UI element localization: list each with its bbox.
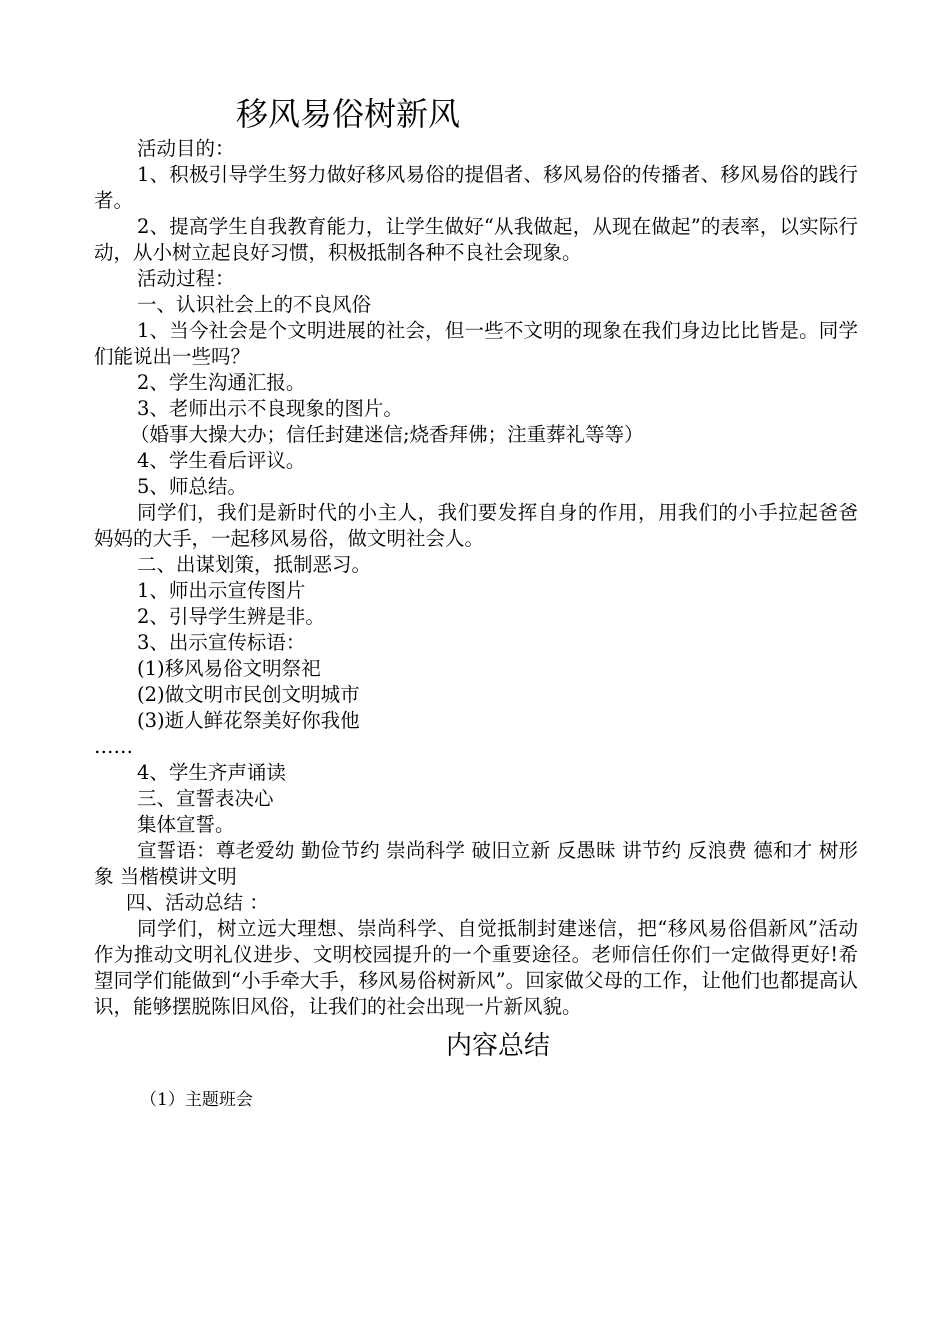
slogan-1: (1)移风易俗文明祭祀 [137,657,321,680]
part1-item-3: 3、老师出示不良现象的图片。 [137,397,403,420]
part2-item-1: 1、师出示宣传图片 [137,579,306,602]
part1-item-1: 1、当今社会是个文明进展的社会，但一些不文明的现象在我们身边比比皆是。同学们能说出一些吗？ [94,319,858,368]
closing-text: 同学们，树立远大理想、崇尚科学、自觉抵制封建迷信，把“移风易俗倡新风”活动作为推动文明礼仪进步、文明校园提升的一个重要途径。老师信任你们一定做得更好!希望同学们能做到“小手牵大手，移风易俗树新风”。回家做父母的工作，让他们也都提高认识，能够摆脱陈旧风俗，让我们的社会出现一片新风貌。 [94,917,858,1018]
document-page [94,92,858,1112]
purpose-item-1: 1、积极引导学生努力做好移风易俗的提倡者、移风易俗的传播者、移风易俗的践行者。 [94,163,858,212]
part2-item-4: 4、学生齐声诵读 [137,761,286,784]
part1-item-2: 2、学生沟通汇报。 [137,371,306,394]
part2-item-3: 3、出示宣传标语： [137,631,306,654]
part3-item-1: 集体宣誓。 [137,813,235,836]
part-heading-1: 一、认识社会上的不良风俗 [137,293,372,316]
purpose-item-2: 2、提高学生自我教育能力，让学生做好“从我做起，从现在做起”的表率，以实际行动，从小树立起良好习惯，积极抵制各种不良社会现象。 [94,215,858,264]
part2-item-2: 2、引导学生辨是非。 [137,605,325,628]
summary-title: 内容总结 [446,1031,551,1061]
part1-item-5: 5、师总结。 [137,475,247,498]
slogan-3: (3)逝人鲜花祭美好你我他 [137,709,360,732]
part-heading-2: 二、出谋划策，抵制恶习。 [137,553,372,576]
part-heading-4: 四、活动总结 ： [126,891,269,914]
part1-summary-text: 同学们，我们是新时代的小主人，我们要发挥自身的作用，用我们的小手拉起爸爸妈妈的大手，一起移风易俗，做文明社会人。 [94,501,858,550]
document-title: 移风易俗树新风 [236,95,461,133]
ellipsis-line: …… [94,735,133,758]
summary-item: （1）主题班会 [140,1090,253,1110]
part-heading-3: 三、宣誓表决心 [137,787,274,810]
part1-examples: （婚事大操大办；信任封建迷信;烧香拜佛；注重葬礼等等） [130,423,644,446]
section-heading-process: 活动过程： [137,267,235,290]
section-heading-purpose: 活动目的： [137,137,235,160]
part1-item-4: 4、学生看后评议。 [137,449,306,472]
document-body [94,136,858,1020]
slogan-2: (2)做文明市民创文明城市 [137,683,360,706]
oath-text: 宣誓语：尊老爱幼 勤俭节约 崇尚科学 破旧立新 反愚昧 讲节约 反浪费 德和才 树形象 当楷模讲文明 [94,839,858,888]
